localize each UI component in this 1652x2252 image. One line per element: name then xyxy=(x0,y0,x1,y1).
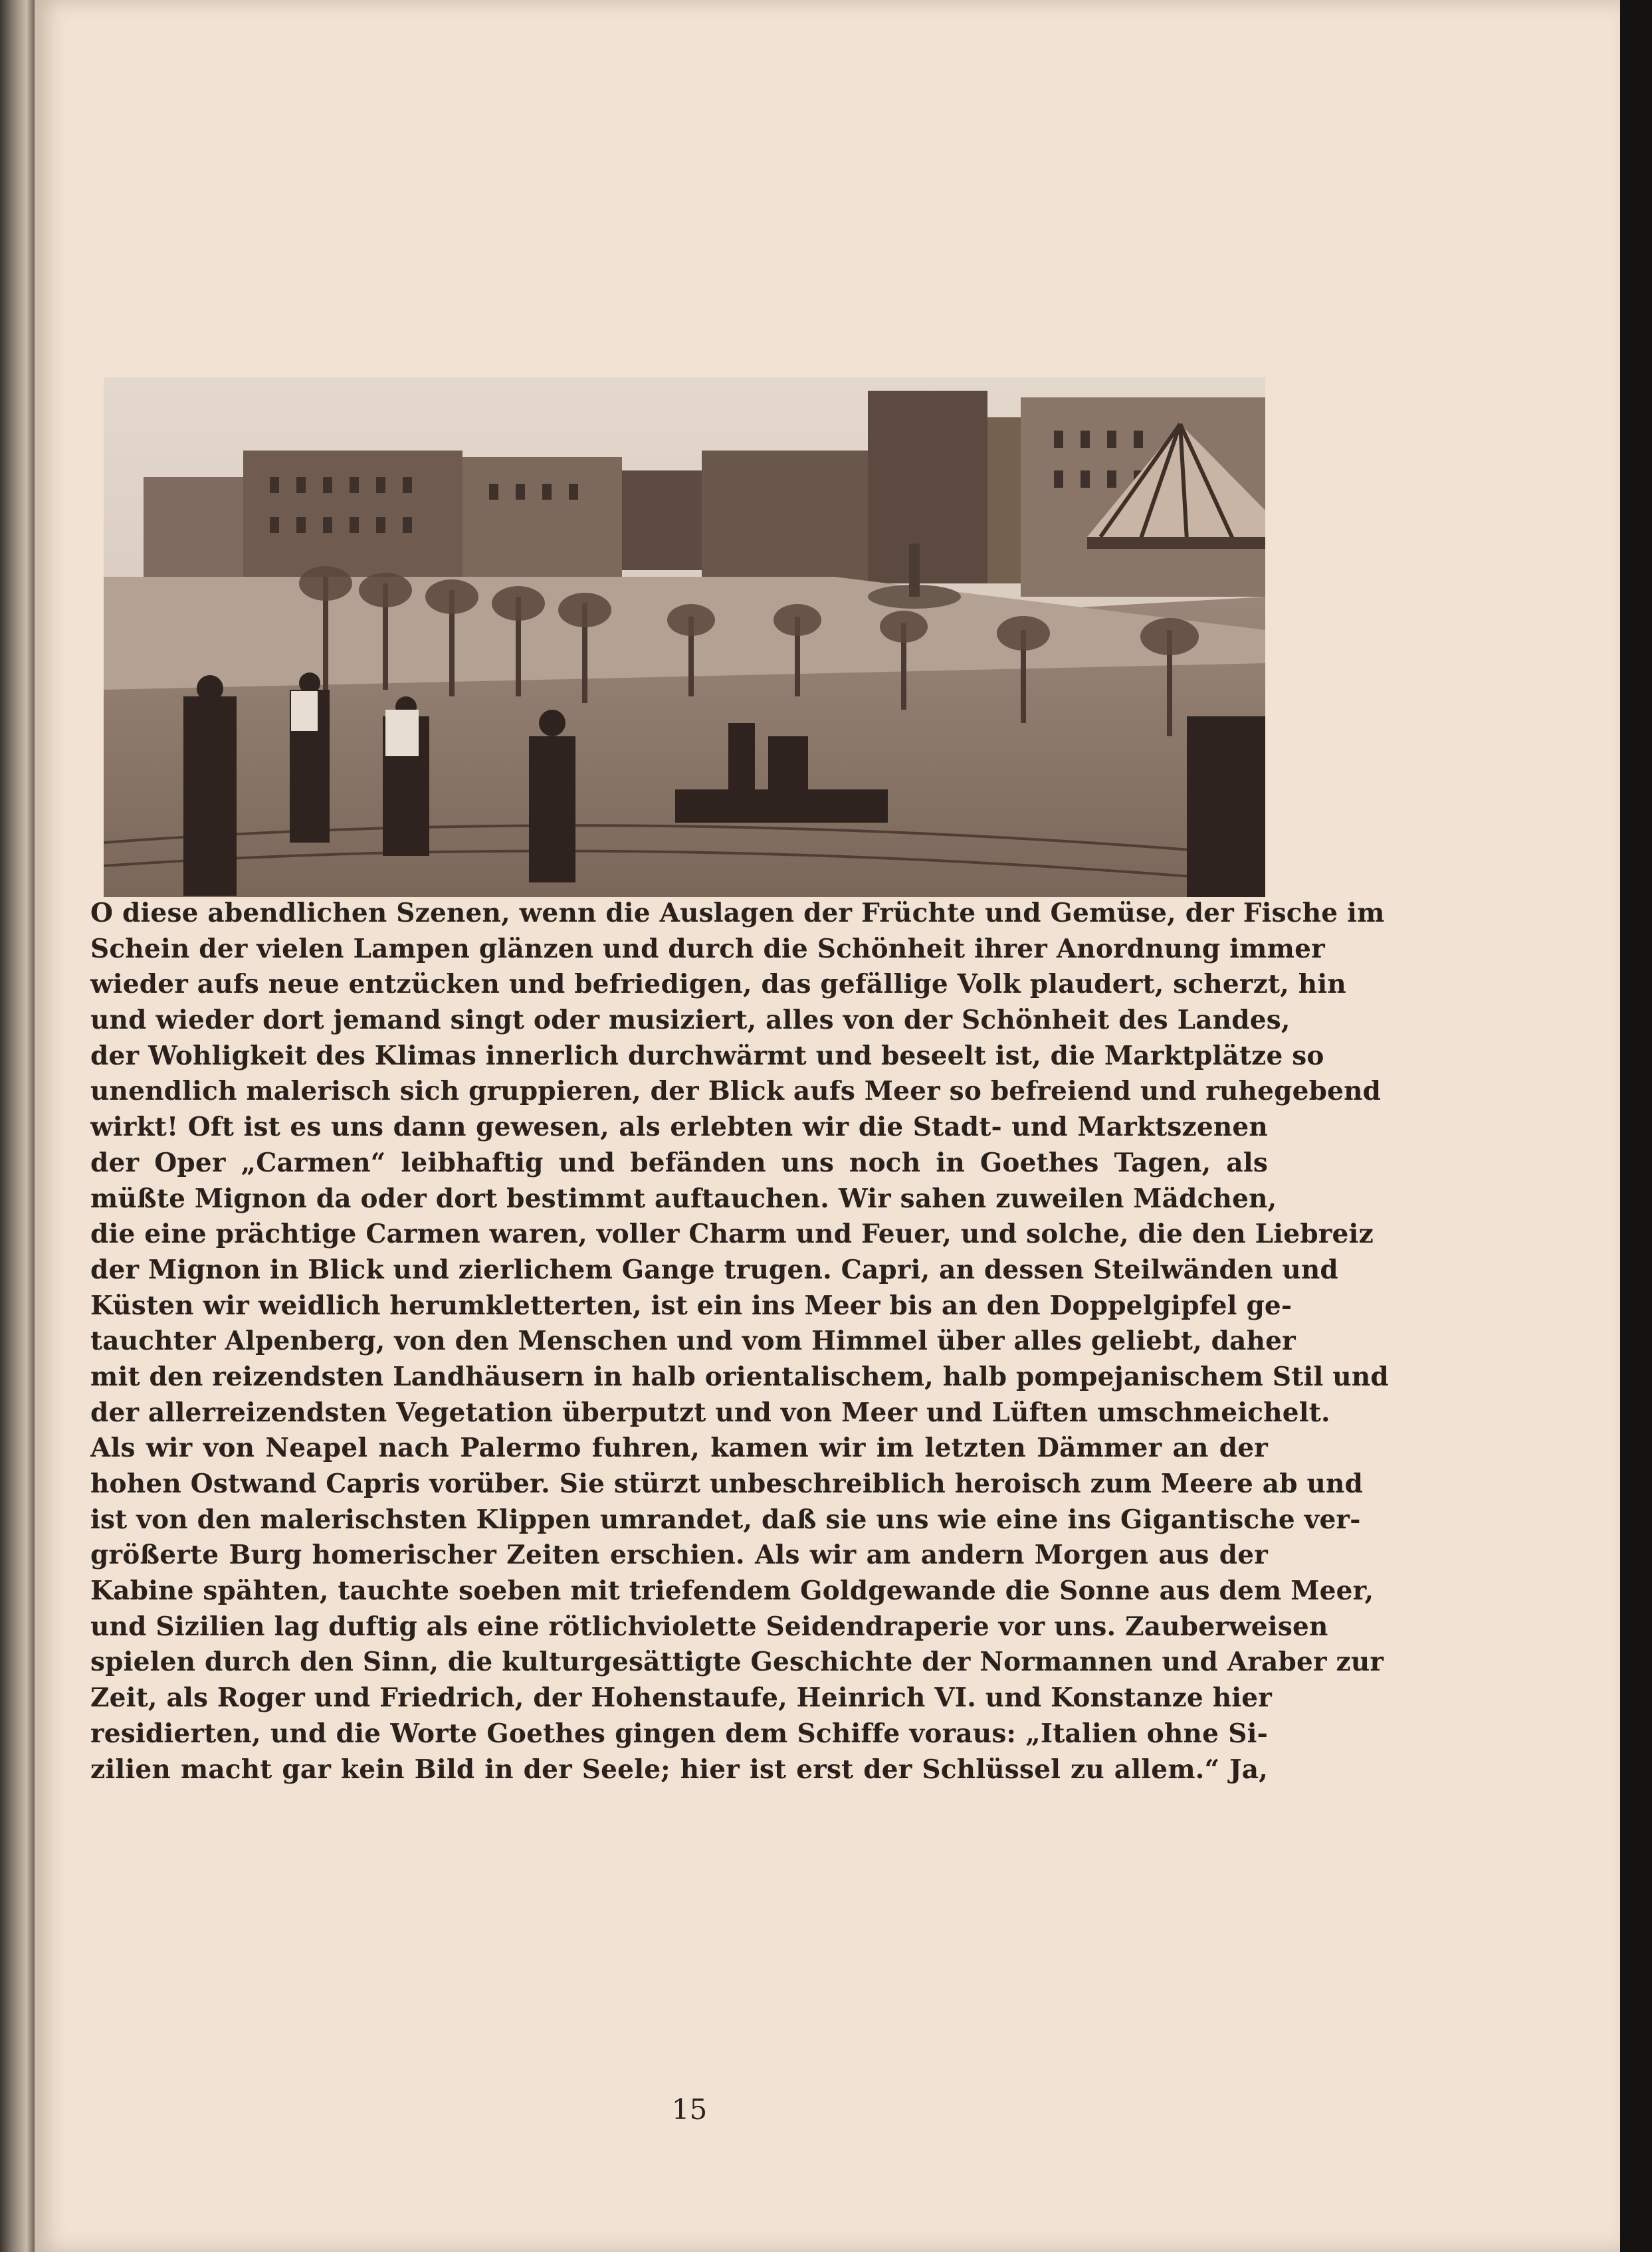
text-line: mit den reizendsten Landhäusern in halb orientalischem, halb pompejanischem Stil und xyxy=(90,1361,1389,1392)
text-line: die eine prächtige Carmen waren, voller Charm und Feuer, und solche, die den Liebreiz xyxy=(90,1219,1374,1250)
text-line: zilien macht gar kein Bild in der Seele; hier ist erst der Schlüssel zu allem.“ Ja, xyxy=(90,1754,1268,1785)
photograph-icon xyxy=(104,377,1265,897)
text-line: Zeit, als Roger und Friedrich, der Hohenstaufe, Heinrich VI. und Konstanze hier xyxy=(90,1683,1273,1714)
text-line: tauchter Alpenberg, von den Menschen und vom Himmel über alles geliebt, daher xyxy=(90,1326,1296,1357)
scan-background xyxy=(1620,0,1652,2252)
text-line: der Mignon in Blick und zierlichem Gange trugen. Capri, an dessen Steilwänden und xyxy=(90,1254,1338,1285)
text-line: Kabine spähten, tauchte soeben mit triefendem Goldgewande die Sonne aus dem Meer, xyxy=(90,1576,1374,1607)
text-line: der allerreizendsten Vegetation überputzt und von Meer und Lüften umschmeichelt. xyxy=(90,1397,1330,1428)
page-number: 15 xyxy=(671,2093,708,2126)
text-line: größerte Burg homerischer Zeiten erschien. Als wir am andern Morgen aus der xyxy=(90,1540,1268,1571)
text-line: und wieder dort jemand singt oder musiziert, alles von der Schönheit des Landes, xyxy=(90,1005,1291,1036)
text-line: müßte Mignon da oder dort bestimmt auftauchen. Wir sahen zuweilen Mädchen, xyxy=(90,1183,1277,1214)
text-line: Als wir von Neapel nach Palermo fuhren, kamen wir im letzten Dämmer an der xyxy=(90,1433,1268,1464)
text-line: wieder aufs neue entzücken und befriedigen, das gefällige Volk plaudert, scherzt, hin xyxy=(90,969,1346,1000)
text-line: wirkt! Oft ist es uns dann gewesen, als erlebten wir die Stadt- und Marktszenen xyxy=(90,1112,1268,1143)
text-line: Küsten wir weidlich herumkletterten, ist ein ins Meer bis an den Doppelgipfel ge- xyxy=(90,1290,1292,1321)
text-line: Schein der vielen Lampen glänzen und durch die Schönheit ihrer Anordnung immer xyxy=(90,933,1325,964)
text-line: ist von den malerischsten Klippen umrandet, daß sie uns wie eine ins Gigantische ver- xyxy=(90,1504,1361,1535)
text-line: spielen durch den Sinn, die kulturgesättigte Geschichte der Normannen und Araber zur xyxy=(90,1647,1384,1678)
town-square-photograph xyxy=(104,377,1265,897)
facing-page-edge xyxy=(0,0,35,2252)
text-line: der Wohligkeit des Klimas innerlich durchwärmt und beseelt ist, die Marktplätze so xyxy=(90,1040,1324,1071)
text-line: unendlich malerisch sich gruppieren, der Blick aufs Meer so befreiend und ruhegebend xyxy=(90,1076,1382,1107)
text-line: hohen Ostwand Capris vorüber. Sie stürzt unbeschreiblich heroisch zum Meere ab und xyxy=(90,1469,1364,1499)
text-line: und Sizilien lag duftig als eine rötlichviolette Seidendraperie vor uns. Zauberweisen xyxy=(90,1611,1328,1642)
body-text xyxy=(90,896,1389,1788)
text-line: residierten, und die Worte Goethes gingen dem Schiffe voraus: „Italien ohne Si- xyxy=(90,1718,1268,1749)
text-line: der Oper „Carmen“ leibhaftig und befänden uns noch in Goethes Tagen, als xyxy=(90,1147,1268,1178)
text-line: O diese abendlichen Szenen, wenn die Auslagen der Früchte und Gemüse, der Fische im xyxy=(90,898,1385,928)
